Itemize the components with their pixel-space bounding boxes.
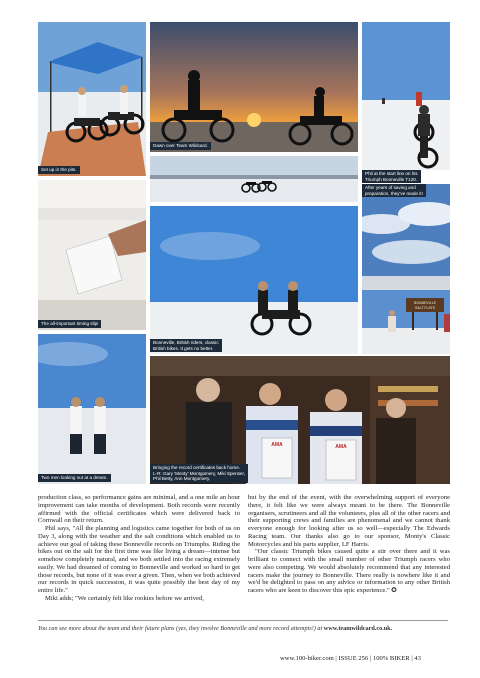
caption-phil-start: Phil at the start line on his Triumph Bonneville T120. — [362, 170, 421, 183]
caption-timing-slip: The all-important timing slip! — [38, 320, 101, 328]
footnote — [38, 625, 448, 632]
caption-dawn: Dawn over Team Wildcard. — [150, 142, 211, 150]
footnote-rule — [38, 620, 448, 621]
article-paragraph: "Our classic Triumph bikes caused quite a stir over there and it was brilliant to connect with the small number of other Triumph racers who were also competing. We would absolutely recommend that any interested racers make the journey to Bonneville. There really is nowhere like it and we'd be delighted to pass on any advice or information to any other British racers who are keen to discover this epic experience." ✪ — [248, 548, 450, 594]
folio-page-number: 43 — [414, 655, 421, 662]
caption-riders: Bonneville, British riders, classic British bikes. It gets no better. — [150, 339, 222, 352]
sign-line1: BONNEVILLE — [414, 301, 436, 305]
caption-two-men: Two men looking out at a dream. — [38, 474, 111, 482]
sign-line2: SALT FLATS — [414, 306, 436, 310]
photo-salt-panorama — [150, 156, 358, 202]
photo-two-men — [38, 334, 146, 484]
article-paragraph: but by the end of the event, with the overwhelming support of everyone there, it felt like we were always meant to be there. The Bonneville organisers, scrutineers and all the volunteers, plus all of the other racers and their supporting crews and families are phenomenal and we cannot thank everyone enough for looking after us so well—especially The Edwards Racing team. Our thanks also go to our sponsor, Monty's Classic Motorcycles and his parts supplier, LF Harris. — [248, 494, 450, 548]
caption-years: After years of saving and preparation, they've made it! — [362, 184, 426, 197]
page-folio: www.100-biker.com | ISSUE 256 | 100% BIKER | 43 — [280, 655, 421, 662]
photo-bonneville-sign — [362, 290, 450, 354]
cert-right-label: AMA — [335, 444, 347, 450]
photo-sky-clouds — [362, 184, 450, 290]
folio-magazine: 100% BIKER — [372, 655, 410, 662]
article-column-2 — [248, 494, 450, 595]
article-column-1 — [38, 494, 240, 603]
article-paragraph: production class, so performance gains are minimal, and a one mile an hour improvement can take months of development. Both records were recently affirmed with the official certificates which were delivered back to Cornwall on their return. — [38, 494, 240, 525]
caption-certificates: Bringing the record certificates back home. L-R: Gary 'Monty' Montgomery, Miki Spenser, Phil Betty, Ann Montgomery. — [150, 464, 248, 483]
article-paragraph: Miki adds; "We certainly felt like rookies before we arrived, — [45, 594, 204, 602]
photo-timing-slip — [38, 180, 146, 330]
footnote-url[interactable]: www.teamwildcard.co.uk. — [323, 625, 393, 632]
photo-dawn — [150, 22, 358, 152]
caption-pits: Set up in the pits. — [38, 166, 80, 174]
photo-pits — [38, 22, 146, 176]
folio-issue: ISSUE 256 — [338, 655, 369, 662]
cert-left-label: AMA — [271, 442, 283, 448]
folio-website: www.100-biker.com — [280, 655, 334, 662]
footnote-text: You can see more about the team and their future plans (yes, they involve Bonneville and more record attempts!) at — [38, 625, 323, 632]
photo-phil-start — [362, 22, 450, 170]
article-paragraph: Phil says, "All the planning and logistics came together for both of us on Day 3, along with the weather and the salt conditions which enabled us to achieve our goal of taking these Bonneville records on Triumphs. Riding the bikes out on the salt for the first time was like living a dream—intense but somehow completely natural, and we both settled into the racing extremely easily. We had dreamed of coming to Bonneville and worked so hard to get those records, but none of it was ever a given. Then, when we both achieved our records in quick succession, it was quite possibly the best day of my entire life." — [38, 525, 240, 594]
photo-riders — [150, 206, 358, 354]
